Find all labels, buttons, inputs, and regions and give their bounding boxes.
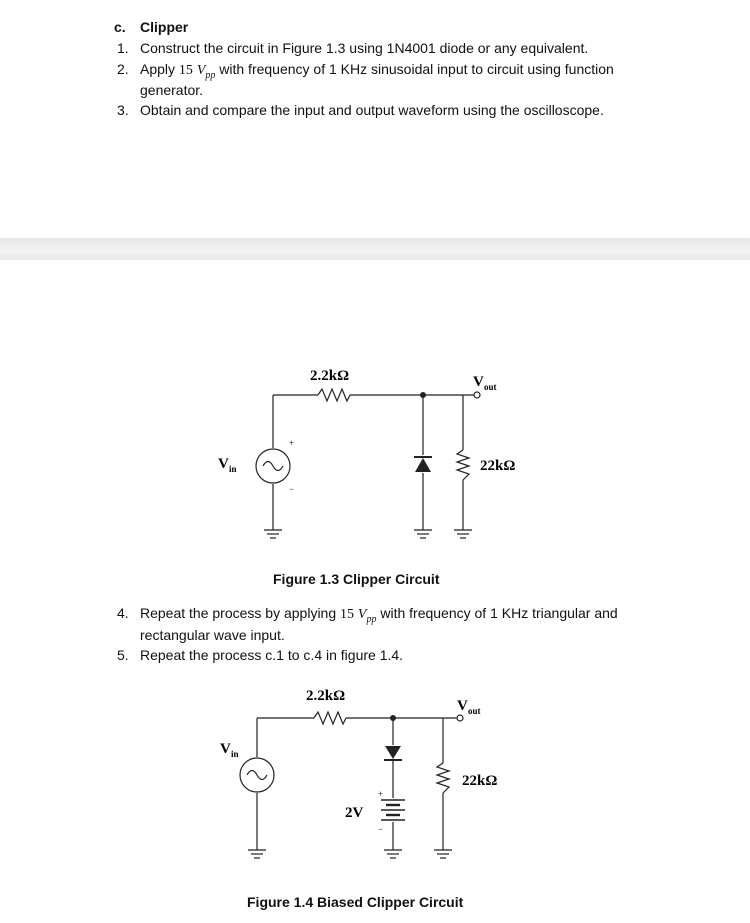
fig13-vin-sub: in [229,464,237,474]
fig14-vout-label: V [457,698,468,714]
step-4-value: 15 [340,607,355,622]
fig14-plus-sign: + [378,789,384,799]
step-1-number: 1. [117,40,129,56]
fig14-vout-sub: out [468,706,481,716]
step-4-continuation: rectangular wave input. [140,627,285,643]
step-2-unit-sub: pp [205,69,216,81]
fig13-resistor-label: 2.2kΩ [310,368,350,384]
step-2-continuation: generator. [140,82,204,98]
step-5-number: 5. [117,647,129,663]
step-1-text: Construct the circuit in Figure 1.3 using 1N4001 diode or any equivalent. [140,40,589,56]
figure-1-4-caption: Figure 1.4 Biased Clipper Circuit [247,894,464,910]
step-4-number: 4. [117,605,129,621]
fig13-vout-sub: out [484,382,497,392]
step-2-number: 2. [117,61,129,77]
fig13-minus-sign: − [289,484,295,494]
step-3-number: 3. [117,102,129,118]
step-4-post: with frequency of 1 KHz triangular and [376,605,618,621]
fig13-vout-label: V [473,374,484,390]
fig14-minus-sign: − [378,824,384,834]
fig14-load-label: 22kΩ [462,773,498,789]
fig13-vin-label: V [218,456,229,472]
fig13-load-label: 22kΩ [480,458,516,474]
step-4-unit-sub: pp [366,613,377,625]
fig14-resistor-label: 2.2kΩ [306,688,346,704]
fig14-vin-label: V [220,741,231,757]
fig14-vin-sub: in [231,749,239,759]
step-2-unit: V [196,63,206,78]
step-3-text: Obtain and compare the input and output waveform using the oscilloscope. [140,102,604,118]
step-4-pre: Repeat the process by applying [140,605,341,621]
step-5-text: Repeat the process c.1 to c.4 in figure 1.4. [140,647,404,663]
section-title: Clipper [140,19,189,35]
step-2-post: with frequency of 1 KHz sinusoidal input to circuit using function [215,61,614,77]
step-2-value: 15 [178,63,193,78]
step-4-unit: V [357,607,367,622]
fig14-battery-label: 2V [345,805,364,821]
step-2-pre: Apply [140,61,179,77]
figure-1-3-caption: Figure 1.3 Clipper Circuit [273,571,440,587]
section-label: c. [114,19,126,35]
fig13-plus-sign: + [289,438,295,448]
